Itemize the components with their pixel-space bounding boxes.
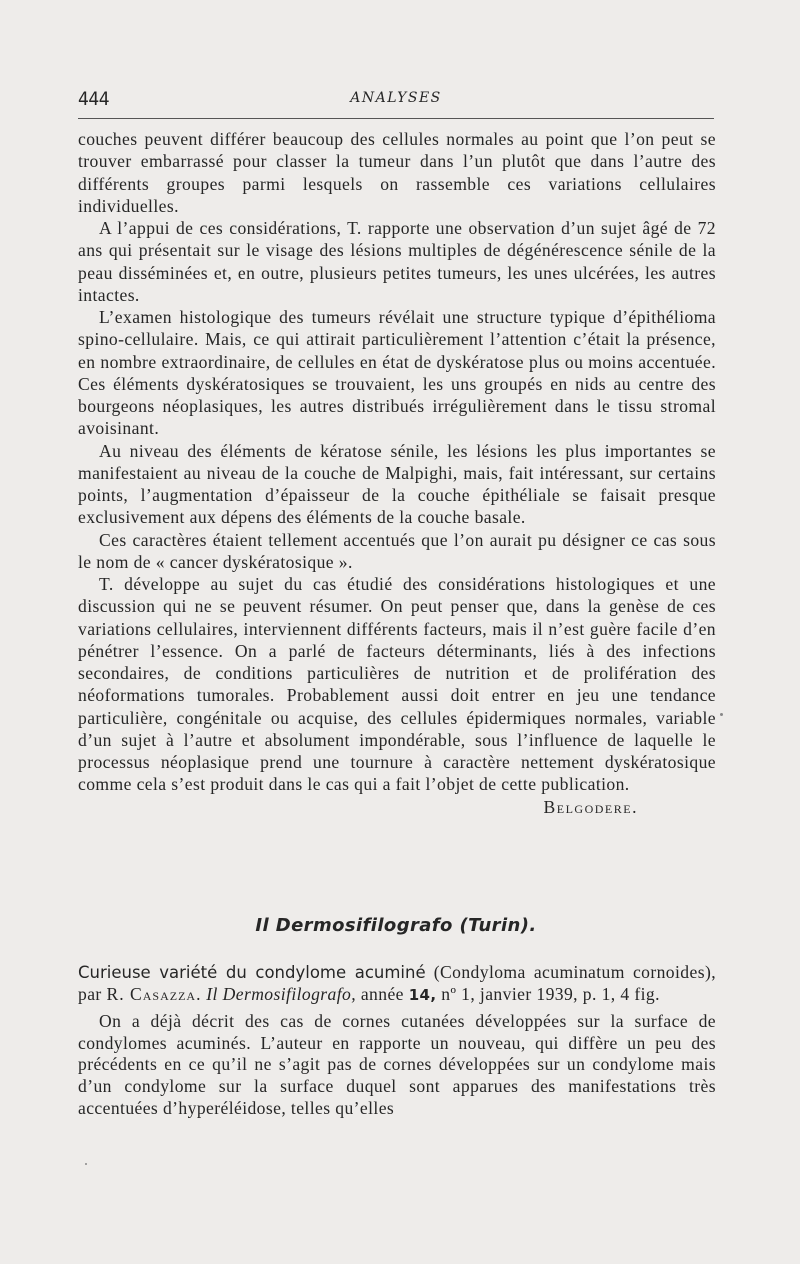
article-citation bbox=[78, 962, 716, 1006]
article-journal: Il Dermosifilografo, bbox=[206, 983, 357, 1004]
article-issue-date: nº 1, janvier 1939, bbox=[441, 983, 578, 1004]
article-author: R. Casazza. bbox=[106, 983, 202, 1004]
paragraph-2: A l’appui de ces considérations, T. rapporte une observation d’un sujet âgé de 72 ans qui présentait sur le visage des lésions multiples de dégénérescence sénile de la peau disséminées et, en outre, plusieurs petites tumeurs, les unes ulcérées, les autres intactes. bbox=[78, 218, 716, 305]
scan-speck bbox=[720, 713, 723, 716]
article-year-label: année bbox=[360, 983, 404, 1004]
page-number: 444 bbox=[78, 88, 110, 110]
paragraph-1: couches peuvent différer beaucoup des cellules normales au point que l’on peut se trouver embarrassé pour classer la tumeur dans l’un plutôt que dans l’autre des différents groupes parmi lesquels on rassemble ces variations cellulaires individuelles. bbox=[78, 129, 716, 216]
section-title: Il Dermosifilografo (Turin). bbox=[255, 915, 537, 936]
article-latin-name: (Condyloma acuminatum cornoides), par bbox=[78, 962, 716, 1004]
running-title: ANALYSES bbox=[350, 90, 442, 106]
paragraph-3: L’examen histologique des tumeurs révélait une structure typique d’épithélioma spino-cellulaire. Mais, ce qui attirait particulièrement l’attention c’était la présence, en nombre extraordinaire, de cellules en état de dyskératose plus ou moins accentuée. Ces éléments dyskératosiques se trouvaient, les uns groupés en nids au centre des bourgeons néoplasiques, les autres distribués irrégulièrement dans le tissu stromal avoisinant. bbox=[78, 307, 716, 439]
article-pages: p. 1, 4 fig. bbox=[582, 983, 660, 1004]
page-header bbox=[78, 88, 714, 112]
paragraph-5: Ces caractères étaient tellement accentués que l’on aurait pu désigner ce cas sous le nom de « cancer dyskératosique ». bbox=[78, 529, 716, 572]
article-body: On a déjà décrit des cas de cornes cutanées développées sur la surface de condylomes acuminés. L’auteur en rapporte un nouveau, qui diffère un peu des précédents en ce qu’il ne s’agit pas de cornes développées sur un condylome mais d’un condylome sur la surface duquel sont apparues des manifestations très accentuées d’hyperéléidose, telles qu’elles bbox=[78, 1011, 716, 1118]
header-rule bbox=[78, 118, 714, 119]
article-review bbox=[78, 962, 716, 1119]
article-volume: 14, bbox=[408, 985, 437, 1004]
article-title: Curieuse variété du condylome acuminé bbox=[78, 963, 426, 982]
continued-review bbox=[78, 128, 716, 818]
paragraph-4: Au niveau des éléments de kératose sénile, les lésions les plus importantes se manifestaient au niveau de la couche de Malpighi, mais, fait intéressant, sur certains points, l’augmentation d’épaisseur de la couche épithéliale se faisait presque exclusivement aux dépens des éléments de la couche basale. bbox=[78, 440, 716, 528]
review-signature: Belgodere. bbox=[543, 796, 638, 817]
paragraph-6: T. développe au sujet du cas étudié des considérations histologiques et une discussion qui ne se peuvent résumer. On peut penser que, dans la genèse de ces variations cellulaires, interviennent différents facteurs, mais il n’est guère facile d’en pénétrer l’essence. On a parlé de facteurs déterminants, liés à des infections secondaires, de conditions particulières de nutrition et de prolifération des néoformations tumorales. Probablement aussi doit entrer en jeu une tendance particulière, congénitale ou acquise, des cellules épidermiques normales, variable d’un sujet à l’autre et absolument impondérable, sous l’influence de laquelle le processus néoplasique prend une tournure à caractère nettement dyskératosique comme cela s’est produit dans le cas qui a fait l’objet de cette publication. bbox=[78, 574, 716, 795]
scan-speck bbox=[85, 1163, 87, 1165]
